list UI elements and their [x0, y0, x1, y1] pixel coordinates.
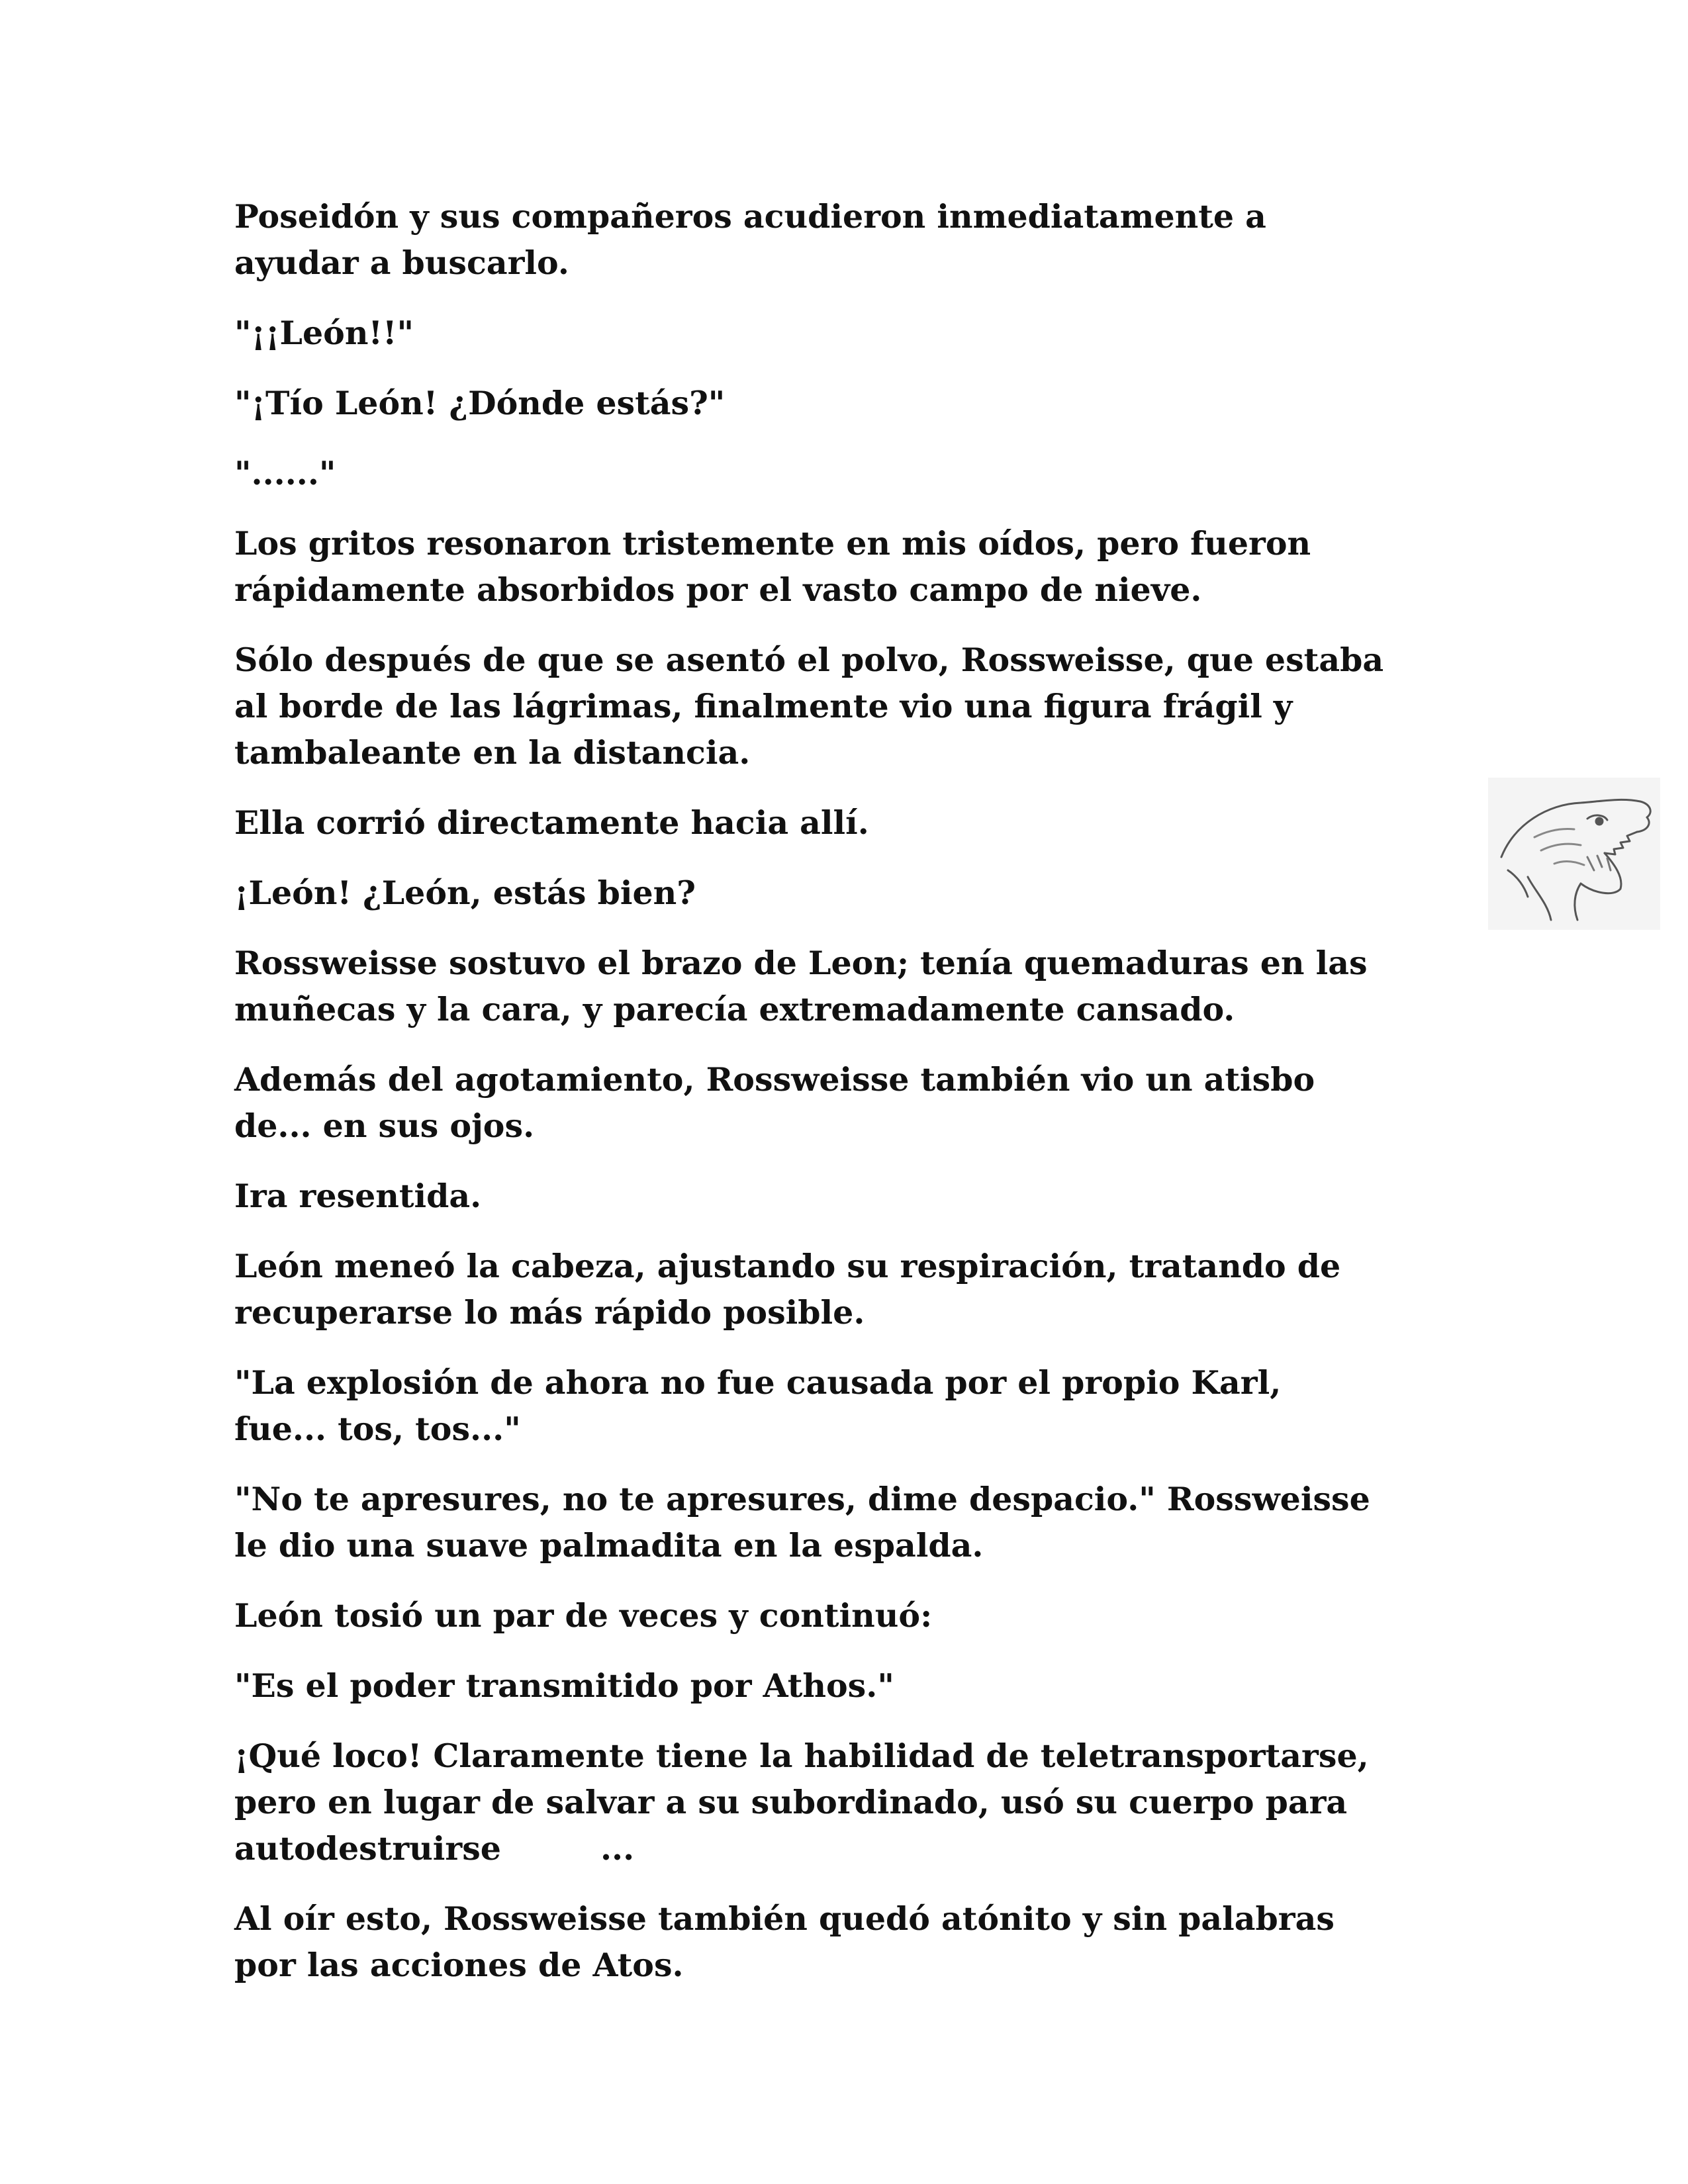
split-line-right: ...	[600, 1829, 635, 1868]
text-line: "¡¡León!!"	[234, 314, 414, 352]
text-line: pero en lugar de salvar a su subordinado, usó su cuerpo para	[234, 1783, 1348, 1821]
paragraph-13	[234, 1359, 1479, 1452]
paragraph-3	[234, 380, 1479, 426]
paragraph-2	[234, 310, 1479, 356]
paragraph-18	[234, 1895, 1479, 1988]
paragraph-10	[234, 1056, 1479, 1149]
text-line: León tosió un par de veces y continuó:	[234, 1596, 933, 1635]
paragraph-16	[234, 1662, 1479, 1709]
paragraph-15	[234, 1592, 1479, 1639]
text-line: ¡Qué loco! Claramente tiene la habilidad de teletransportarse,	[234, 1737, 1369, 1775]
paragraph-9	[234, 940, 1479, 1032]
text-line: "La explosión de ahora no fue causada por el propio Karl,	[234, 1363, 1282, 1402]
text-line: "No te apresures, no te apresures, dime despacio." Rossweisse	[234, 1480, 1370, 1518]
text-line: ayudar a buscarlo.	[234, 244, 569, 282]
text-line: recuperarse lo más rápido posible.	[234, 1293, 865, 1332]
text-line: ¡León! ¿León, estás bien?	[234, 874, 696, 912]
split-line-left: autodestruirse	[234, 1829, 501, 1868]
paragraph-8	[234, 870, 1479, 916]
story-text	[234, 193, 1479, 2012]
paragraph-7	[234, 799, 1479, 846]
paragraph-1	[234, 193, 1479, 286]
paragraph-12	[234, 1243, 1479, 1336]
text-line: Ella corrió directamente hacia allí.	[234, 803, 869, 842]
text-line: Además del agotamiento, Rossweisse también vio un atisbo	[234, 1060, 1315, 1099]
text-line: fue... tos, tos..."	[234, 1410, 521, 1448]
paragraph-4	[234, 450, 1479, 496]
text-line: por las acciones de Atos.	[234, 1946, 684, 1984]
text-line: Rossweisse sostuvo el brazo de Leon; tenía quemaduras en las	[234, 944, 1368, 982]
text-line: León meneó la cabeza, ajustando su respiración, tratando de	[234, 1247, 1341, 1285]
text-line: "Es el poder transmitido por Athos."	[234, 1666, 894, 1705]
text-line: tambaleante en la distancia.	[234, 733, 751, 772]
paragraph-14	[234, 1476, 1479, 1569]
paragraph-17	[234, 1733, 1479, 1872]
dinosaur-head-sketch-icon	[1488, 778, 1660, 930]
paragraph-11	[234, 1173, 1479, 1219]
text-line: Sólo después de que se asentó el polvo, Rossweisse, que estaba	[234, 641, 1384, 679]
text-line: muñecas y la cara, y parecía extremadamente cansado.	[234, 990, 1235, 1028]
text-line: de... en sus ojos.	[234, 1107, 535, 1145]
paragraph-6	[234, 637, 1479, 776]
text-line: le dio una suave palmadita en la espalda.	[234, 1526, 984, 1565]
text-line-split	[234, 1825, 1479, 1872]
paragraph-5	[234, 520, 1479, 613]
text-line: rápidamente absorbidos por el vasto campo de nieve.	[234, 570, 1202, 609]
text-line: Los gritos resonaron tristemente en mis oídos, pero fueron	[234, 524, 1311, 563]
text-line: Poseidón y sus compañeros acudieron inmediatamente a	[234, 197, 1266, 236]
text-line: "¡Tío León! ¿Dónde estás?"	[234, 384, 726, 422]
text-line: Al oír esto, Rossweisse también quedó atónito y sin palabras	[234, 1899, 1335, 1938]
text-line: "......"	[234, 454, 336, 492]
text-line: al borde de las lágrimas, finalmente vio una figura frágil y	[234, 687, 1293, 725]
text-line: Ira resentida.	[234, 1177, 482, 1215]
